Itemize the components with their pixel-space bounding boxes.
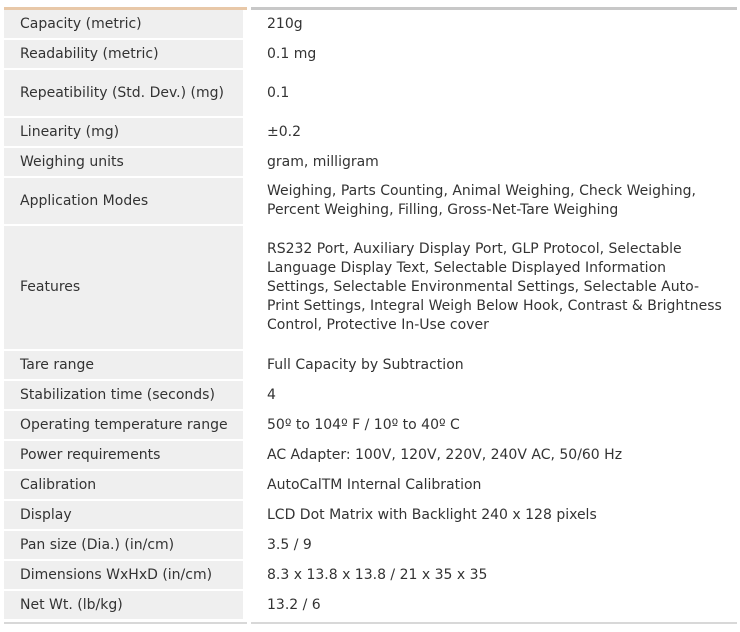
spec-value: 3.5 / 9 — [247, 531, 737, 561]
spec-value: ±0.2 — [247, 118, 737, 148]
spec-row — [4, 10, 737, 40]
spec-label: Tare range — [4, 351, 247, 381]
spec-sheet — [4, 0, 737, 627]
spec-label: Power requirements — [4, 441, 247, 471]
spec-label: Operating temperature range — [4, 411, 247, 441]
spec-value: 0.1 mg — [247, 40, 737, 70]
spec-row — [4, 471, 737, 501]
spec-value: AC Adapter: 100V, 120V, 220V, 240V AC, 50/60 Hz — [247, 441, 737, 471]
spec-row — [4, 591, 737, 621]
spec-row — [4, 118, 737, 148]
spec-row — [4, 178, 737, 226]
spec-label: Application Modes — [4, 178, 247, 226]
spec-value: 0.1 — [247, 70, 737, 118]
spec-value: LCD Dot Matrix with Backlight 240 x 128 pixels — [247, 501, 737, 531]
spec-label: Capacity (metric) — [4, 10, 247, 40]
spec-label: Calibration — [4, 471, 247, 501]
spec-label: Net Wt. (lb/kg) — [4, 591, 247, 621]
spec-value: gram, milligram — [247, 148, 737, 178]
spec-label: Stabilization time (seconds) — [4, 381, 247, 411]
spec-row — [4, 381, 737, 411]
bottom-divider — [4, 621, 737, 627]
spec-label: Linearity (mg) — [4, 118, 247, 148]
bottom-divider-label-column — [4, 622, 247, 624]
spec-label: Pan size (Dia.) (in/cm) — [4, 531, 247, 561]
spec-row — [4, 70, 737, 118]
spec-row — [4, 148, 737, 178]
spec-row — [4, 441, 737, 471]
specifications-table — [4, 10, 737, 621]
spec-label: Features — [4, 226, 247, 351]
spec-label: Display — [4, 501, 247, 531]
spec-value: Full Capacity by Subtraction — [247, 351, 737, 381]
spec-value: AutoCalTM Internal Calibration — [247, 471, 737, 501]
spec-row — [4, 561, 737, 591]
spec-label: Weighing units — [4, 148, 247, 178]
top-divider — [4, 0, 737, 10]
top-divider-value-column — [251, 7, 737, 10]
spec-row — [4, 501, 737, 531]
spec-label: Repeatibility (Std. Dev.) (mg) — [4, 70, 247, 118]
top-divider-label-column — [4, 7, 247, 10]
spec-label: Dimensions WxHxD (in/cm) — [4, 561, 247, 591]
spec-value: Weighing, Parts Counting, Animal Weighing, Check Weighing, Percent Weighing, Filling, Gross-Net-Tare Weighing — [247, 178, 737, 226]
bottom-divider-value-column — [251, 622, 737, 624]
spec-row — [4, 531, 737, 561]
spec-value: 8.3 x 13.8 x 13.8 / 21 x 35 x 35 — [247, 561, 737, 591]
spec-row — [4, 411, 737, 441]
spec-value: 210g — [247, 10, 737, 40]
spec-value: 50º to 104º F / 10º to 40º C — [247, 411, 737, 441]
spec-row — [4, 40, 737, 70]
spec-row — [4, 226, 737, 351]
spec-label: Readability (metric) — [4, 40, 247, 70]
spec-value: RS232 Port, Auxiliary Display Port, GLP Protocol, Selectable Language Display Text, Selectable Displayed Information Settings, Selectable Environmental Settings, Selectable Auto-Print Settings, Integral Weigh Below Hook, Contrast & Brightness Control, Protective In-Use cover — [247, 226, 737, 351]
spec-row — [4, 351, 737, 381]
spec-value: 13.2 / 6 — [247, 591, 737, 621]
spec-value: 4 — [247, 381, 737, 411]
